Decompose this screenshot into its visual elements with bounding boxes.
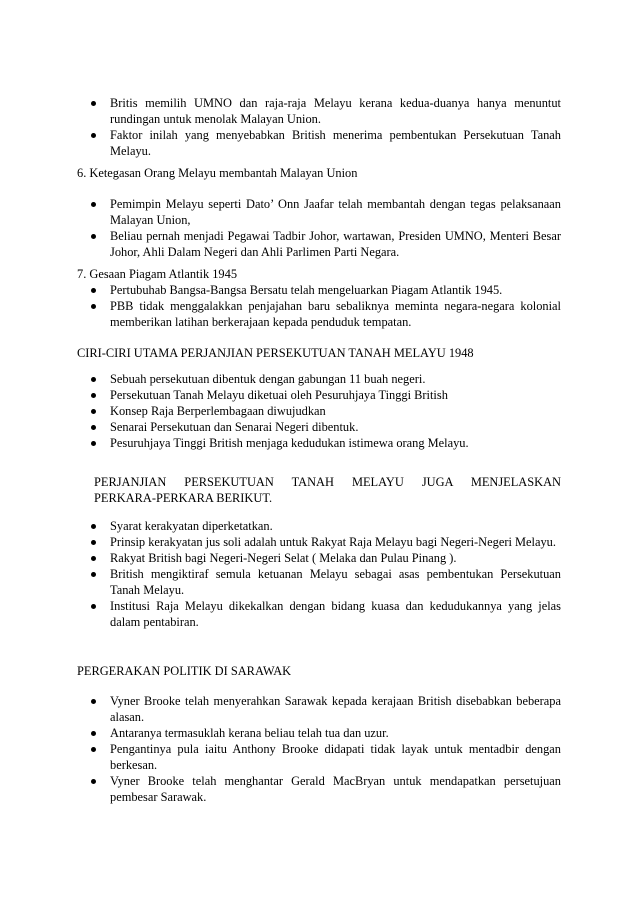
section6-heading: 6. Ketegasan Orang Melayu membantah Malayan Union — [77, 166, 358, 180]
perjanjian-heading-line1: PERJANJIAN PERSEKUTUAN TANAH MELAYU JUGA MENJELASKAN — [94, 475, 561, 489]
bullet-icon — [91, 409, 96, 414]
list-item: Prinsip kerakyatan jus soli adalah untuk Rakyat Raja Melayu bagi Negeri-Negeri Melayu. — [77, 534, 561, 550]
bullet-icon — [91, 393, 96, 398]
sarawak-bullet-list — [77, 693, 561, 805]
bullet-icon — [91, 101, 96, 106]
bullet-icon — [91, 133, 96, 138]
list-item: Pengantinya pula iaitu Anthony Brooke didapati tidak layak untuk mentadbir dengan berkesan. — [77, 741, 561, 773]
section7-list-block — [77, 282, 561, 330]
list-item: PBB tidak menggalakkan penjajahan baru sebaliknya meminta negara-negara kolonial memberikan latihan berkerajaan kepada penduduk tempatan. — [77, 298, 561, 330]
bullet-icon — [91, 779, 96, 784]
perjanjian-list-block — [77, 518, 561, 630]
ciri-heading: CIRI-CIRI UTAMA PERJANJIAN PERSEKUTUAN TANAH MELAYU 1948 — [77, 346, 474, 360]
list-item: Institusi Raja Melayu dikekalkan dengan bidang kuasa dan kedudukannya yang jelas dalam pentabiran. — [77, 598, 561, 630]
sarawak-heading-block — [77, 663, 561, 679]
list-item: Senarai Persekutuan dan Senarai Negeri dibentuk. — [77, 419, 561, 435]
list-item: Antaranya termasuklah kerana beliau telah tua dan uzur. — [77, 725, 561, 741]
bullet-icon — [91, 234, 96, 239]
intro-list-block — [77, 95, 561, 159]
sarawak-heading: PERGERAKAN POLITIK DI SARAWAK — [77, 664, 292, 678]
section6-bullet-list — [77, 196, 561, 260]
perjanjian-bullet-list — [77, 518, 561, 630]
section7-heading-block — [77, 266, 561, 282]
intro-bullet-list — [77, 95, 561, 159]
list-item: Britis memilih UMNO dan raja-raja Melayu kerana kedua-duanya hanya menuntut rundingan untuk menolak Malayan Union. — [77, 95, 561, 127]
bullet-icon — [91, 425, 96, 430]
bullet-icon — [91, 572, 96, 577]
bullet-icon — [91, 699, 96, 704]
list-item: Persekutuan Tanah Melayu diketuai oleh Pesuruhjaya Tinggi British — [77, 387, 561, 403]
bullet-icon — [91, 202, 96, 207]
section7-heading: 7. Gesaan Piagam Atlantik 1945 — [77, 267, 238, 281]
bullet-icon — [91, 304, 96, 309]
bullet-icon — [91, 524, 96, 529]
list-item: Vyner Brooke telah menghantar Gerald MacBryan untuk mendapatkan persetujuan pembesar Sarawak. — [77, 773, 561, 805]
list-item: Syarat kerakyatan diperketatkan. — [77, 518, 561, 534]
ciri-heading-block — [77, 345, 561, 361]
perjanjian-heading-line2: PERKARA-PERKARA BERIKUT. — [94, 491, 273, 505]
sarawak-list-block — [77, 693, 561, 805]
bullet-icon — [91, 441, 96, 446]
bullet-icon — [91, 377, 96, 382]
list-item: Pertubuhab Bangsa-Bangsa Bersatu telah mengeluarkan Piagam Atlantik 1945. — [77, 282, 561, 298]
list-item: Konsep Raja Berperlembagaan diwujudkan — [77, 403, 561, 419]
bullet-icon — [91, 731, 96, 736]
ciri-bullet-list — [77, 371, 561, 451]
bullet-icon — [91, 556, 96, 561]
list-item: Pemimpin Melayu seperti Dato’ Onn Jaafar telah membantah dengan tegas pelaksanaan Malayan Union, — [77, 196, 561, 228]
list-item: Vyner Brooke telah menyerahkan Sarawak kepada kerajaan British disebabkan beberapa alasan. — [77, 693, 561, 725]
list-item: Rakyat British bagi Negeri-Negeri Selat ( Melaka dan Pulau Pinang ). — [77, 550, 561, 566]
list-item: Beliau pernah menjadi Pegawai Tadbir Johor, wartawan, Presiden UMNO, Menteri Besar Johor, Ahli Dalam Negeri dan Ahli Parlimen Parti Negara. — [77, 228, 561, 260]
list-item: Faktor inilah yang menyebabkan British menerima pembentukan Persekutuan Tanah Melayu. — [77, 127, 561, 159]
perjanjian-heading-block — [77, 474, 561, 506]
section6-list-block — [77, 196, 561, 260]
list-item: Pesuruhjaya Tinggi British menjaga kedudukan istimewa orang Melayu. — [77, 435, 561, 451]
bullet-icon — [91, 604, 96, 609]
list-item: British mengiktiraf semula ketuanan Melayu sebagai asas pembentukan Persekutuan Tanah Melayu. — [77, 566, 561, 598]
bullet-icon — [91, 747, 96, 752]
bullet-icon — [91, 540, 96, 545]
list-item: Sebuah persekutuan dibentuk dengan gabungan 11 buah negeri. — [77, 371, 561, 387]
section6-heading-block — [77, 165, 561, 181]
ciri-list-block — [77, 371, 561, 451]
bullet-icon — [91, 288, 96, 293]
section7-bullet-list — [77, 282, 561, 330]
